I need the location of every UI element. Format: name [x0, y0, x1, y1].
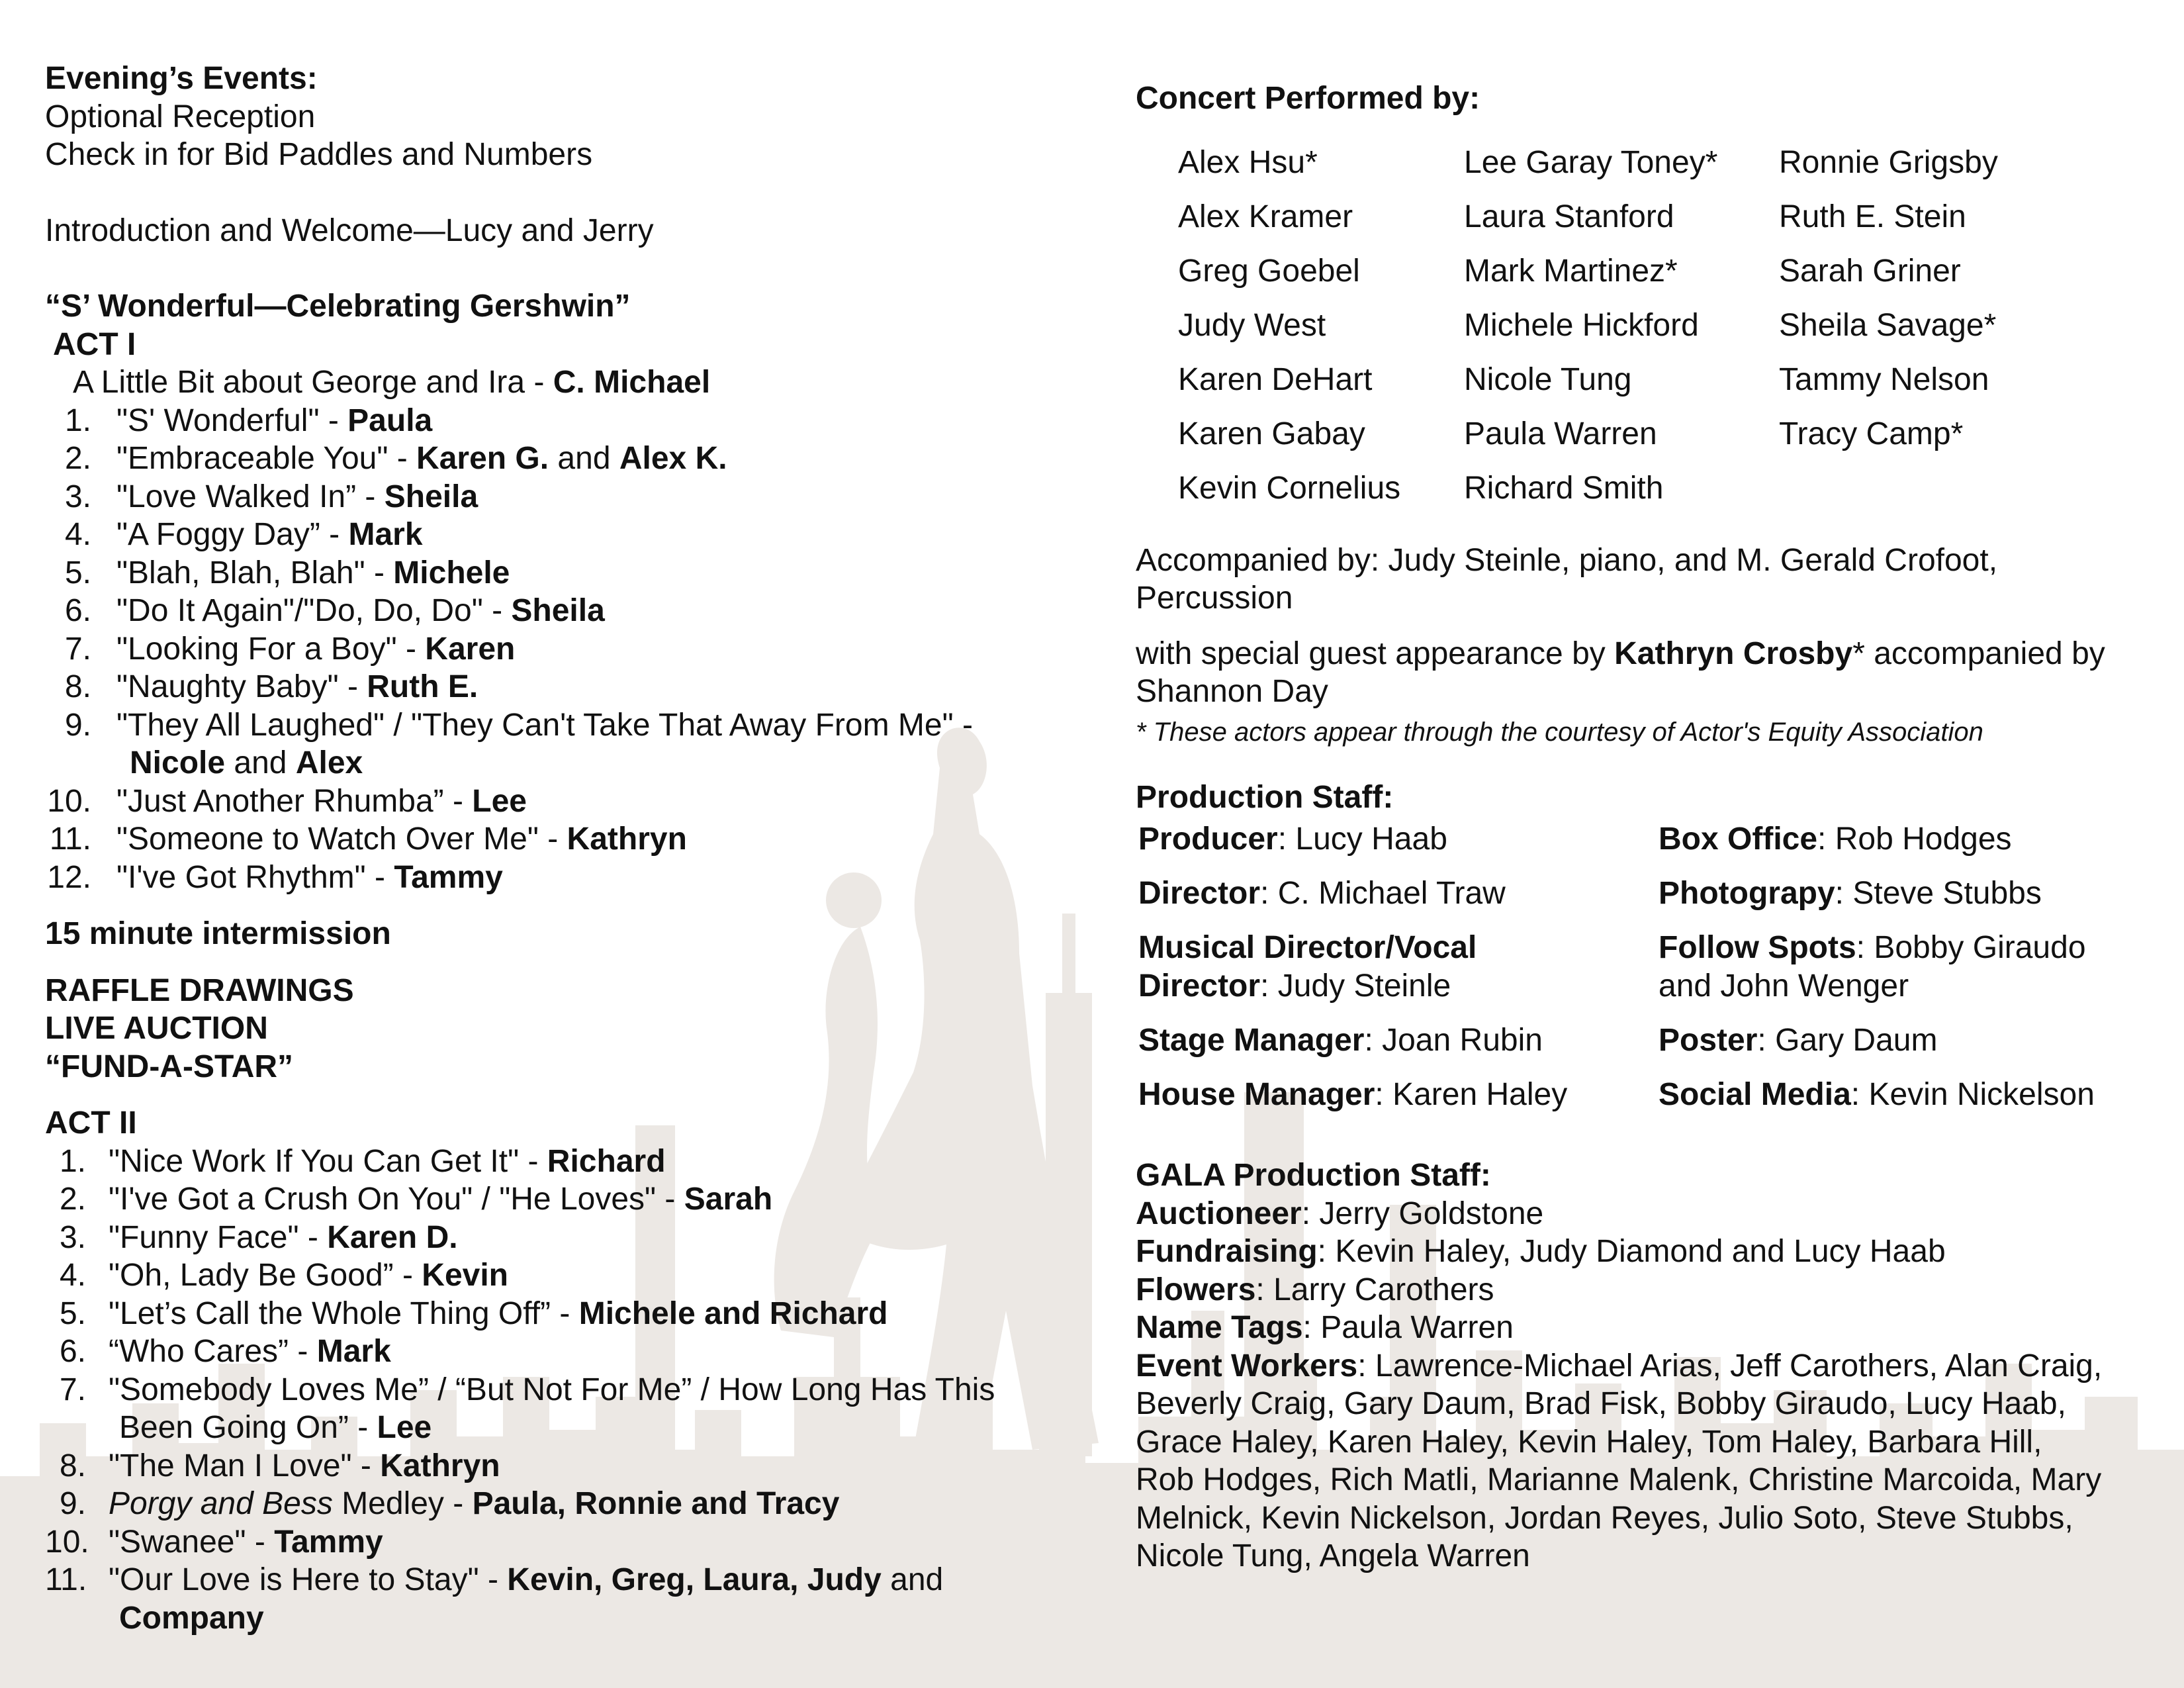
performer-2: Alex [295, 745, 363, 780]
act1-lead [45, 363, 1077, 402]
song-title: "Looking For a Boy" - [116, 631, 426, 667]
staff-right [1659, 929, 2086, 967]
song-line-2 [130, 744, 363, 782]
evening-heading: Evening’s Events: [45, 61, 318, 96]
song-line [116, 782, 527, 821]
performer: Paula, Ronnie and Tracy [472, 1486, 840, 1521]
event-workers-line-5: Melnick, Kevin Nickelson, Jordan Reyes, Julio Soto, Steve Stubbs, [1136, 1500, 2073, 1536]
act2-song-item [45, 1523, 1077, 1562]
song-number: 7. [64, 631, 91, 667]
performer: Nicole [130, 745, 226, 780]
cast-row [1136, 361, 2168, 416]
staff-name: : Joan Rubin [1364, 1023, 1543, 1058]
song-title: "A Foggy Day” - [116, 517, 349, 552]
song-line [116, 554, 510, 592]
staff-row [1136, 820, 2168, 874]
song-number: 8. [64, 669, 91, 704]
performer: Karen [425, 631, 516, 667]
song-number: 2. [59, 1182, 86, 1217]
song-line [109, 1523, 383, 1562]
song-number: 4. [59, 1258, 86, 1293]
raffle-line: RAFFLE DRAWINGS [45, 972, 354, 1008]
staff-role: Stage Manager [1138, 1023, 1365, 1058]
staff-left [1138, 1076, 1567, 1114]
performer: Ruth E. [367, 669, 478, 704]
production-staff-grid [1136, 820, 2168, 1130]
cast-member: Tracy Camp* [1779, 416, 1964, 451]
cast-member: Nicole Tung [1464, 361, 1632, 397]
song-line [109, 1180, 772, 1219]
cast-member: Michele Hickford [1464, 307, 1699, 343]
act2-heading: ACT II [45, 1105, 137, 1141]
song-title: Medley - [332, 1486, 473, 1521]
event-workers-line-2: Beverly Craig, Gary Daum, Brad Fisk, Bobby Giraudo, Lucy Haab, [1136, 1386, 2066, 1421]
cast-member: Richard Smith [1464, 470, 1664, 506]
song-title: "Someone to Watch Over Me" - [116, 821, 567, 857]
cast-row [1136, 199, 2168, 253]
staff-role: Producer [1138, 821, 1278, 857]
staff-left [1138, 820, 1447, 859]
staff-row [1136, 874, 2168, 929]
song-number: 10. [47, 783, 91, 819]
cast-member: Karen Gabay [1178, 416, 1365, 451]
staff-name: : Gary Daum [1757, 1023, 1938, 1058]
cast-member: Judy West [1178, 307, 1326, 343]
gala-heading: GALA Production Staff: [1136, 1158, 1491, 1193]
song-number: 11. [49, 821, 91, 857]
staff-name: : Lucy Haab [1277, 821, 1447, 857]
song-number: 5. [64, 555, 91, 590]
staff-right [1659, 820, 2012, 859]
song-number: 9. [64, 707, 91, 743]
song-title: "Love Walked In” - [116, 479, 385, 514]
act2-song-item [45, 1447, 1077, 1485]
guest-line [1136, 635, 2168, 673]
song-title: "Somebody Loves Me” / “But Not For Me” / How Long Has This [109, 1372, 995, 1407]
checkin-line: Check in for Bid Paddles and Numbers [45, 137, 593, 172]
staff-right [1659, 874, 2042, 913]
left-column [45, 60, 1077, 1637]
staff-role: Social Media [1659, 1077, 1851, 1112]
song-title-italic: Porgy and Bess [109, 1486, 333, 1521]
staff-role: Poster [1659, 1023, 1758, 1058]
auctioneer-label: Auctioneer [1136, 1196, 1302, 1231]
song-number: 3. [64, 479, 91, 514]
performer: Kevin, Greg, Laura, Judy [507, 1562, 882, 1597]
equity-note: * These actors appear through the courtesy of Actor's Equity Association [1136, 717, 1983, 747]
staff-row [1136, 1076, 2168, 1130]
staff-right [1659, 1021, 1937, 1060]
cast-member: Sheila Savage* [1779, 307, 1997, 343]
act1-song-item [45, 706, 1077, 782]
song-line [109, 1333, 391, 1371]
act2-song-item [45, 1371, 1077, 1447]
cast-row [1136, 470, 2168, 524]
cast-member: Kevin Cornelius [1178, 470, 1401, 506]
song-title: "They All Laughed" / "They Can't Take That Away From Me" - [116, 707, 973, 743]
act1-song-item [45, 554, 1077, 592]
staff-name: : Kevin Nickelson [1850, 1077, 2095, 1112]
fundraising-line [1136, 1233, 2168, 1271]
act1-lead-text: A Little Bit about George and Ira - [73, 365, 553, 400]
performer: Karen D. [327, 1219, 458, 1255]
event-workers-label: Event Workers [1136, 1348, 1358, 1383]
act1-song-list [45, 402, 1077, 897]
song-title: "Let’s Call the Whole Thing Off” - [109, 1295, 579, 1331]
right-column [1136, 79, 2168, 1575]
song-title: "I've Got a Crush On You" / "He Loves" - [109, 1182, 684, 1217]
cast-member: Alex Hsu* [1178, 144, 1318, 180]
song-number: 1. [59, 1143, 86, 1179]
song-line [109, 1447, 500, 1485]
flowers-label: Flowers [1136, 1272, 1256, 1307]
act1-song-item [45, 782, 1077, 821]
song-title-cont: Been Going On” - [119, 1410, 377, 1445]
song-line [116, 630, 515, 669]
name-tags-line [1136, 1309, 2168, 1347]
act1-song-item [45, 630, 1077, 669]
song-line [109, 1256, 508, 1295]
song-title: "Embraceable You" - [116, 441, 417, 476]
song-line [116, 859, 503, 897]
performer: Kevin [422, 1258, 508, 1293]
performer-2: Company [119, 1600, 264, 1636]
event-workers-line [1136, 1347, 2168, 1385]
act2-song-list [45, 1143, 1077, 1638]
song-title: "Just Another Rhumba” - [116, 783, 473, 819]
flowers-value: : Larry Carothers [1255, 1272, 1494, 1307]
act2-song-item [45, 1561, 1077, 1637]
song-number: 7. [59, 1372, 86, 1407]
song-title: “Who Cares” - [109, 1334, 317, 1369]
song-line [116, 820, 687, 859]
cast-row [1136, 253, 2168, 307]
performer-joiner: and [549, 441, 619, 476]
fundraising-value: : Kevin Haley, Judy Diamond and Lucy Haab [1317, 1234, 1946, 1269]
staff-row [1136, 967, 2168, 1021]
staff-name: and John Wenger [1659, 968, 1909, 1004]
guest-post: * accompanied by [1852, 635, 2105, 671]
act1-song-item [45, 820, 1077, 859]
cast-member: Lee Garay Toney* [1464, 144, 1718, 180]
song-number: 6. [64, 593, 91, 628]
act2-song-item [45, 1180, 1077, 1219]
event-workers-line-4: Rob Hodges, Rich Matli, Marianne Malenk, Christine Marcoida, Mary [1136, 1462, 2102, 1497]
performer: Michele and Richard [578, 1295, 888, 1331]
act1-song-item [45, 440, 1077, 478]
performer-2: Alex K. [619, 441, 727, 476]
performer: Kathryn [567, 821, 687, 857]
reception-line: Optional Reception [45, 99, 316, 134]
song-line [116, 706, 973, 745]
staff-right [1659, 967, 1909, 1006]
song-line [116, 516, 423, 554]
fundraising-label: Fundraising [1136, 1234, 1318, 1269]
auctioneer-line [1136, 1195, 2168, 1233]
song-line [109, 1295, 887, 1333]
accompanied-line-2: Percussion [1136, 581, 1293, 616]
event-workers-line-3: Grace Haley, Karen Haley, Kevin Haley, Tom Haley, Barbara Hill, [1136, 1424, 2042, 1460]
staff-right [1659, 1076, 2095, 1114]
staff-left [1138, 1021, 1543, 1060]
song-number: 6. [59, 1334, 86, 1369]
song-title: "Do It Again"/"Do, Do, Do" - [116, 593, 512, 628]
auctioneer-value: : Jerry Goldstone [1301, 1196, 1544, 1231]
song-title: "Naughty Baby" - [116, 669, 367, 704]
staff-name: : C. Michael Traw [1260, 876, 1506, 911]
fund-a-star-line: “FUND-A-STAR” [45, 1049, 294, 1084]
performer: Michele [393, 555, 510, 590]
performer: Sheila [384, 479, 478, 514]
song-title: "S' Wonderful" - [116, 402, 348, 438]
performer-joiner: and [881, 1562, 944, 1597]
performer: Mark [316, 1334, 391, 1369]
act1-song-item [45, 478, 1077, 516]
performer-joiner: and [225, 745, 296, 780]
song-title: "Swanee" - [109, 1524, 275, 1560]
staff-name: : Judy Steinle [1260, 968, 1451, 1004]
auction-line: LIVE AUCTION [45, 1011, 268, 1046]
guest-line-2: Shannon Day [1136, 674, 1328, 709]
song-line [116, 668, 478, 706]
performer: Paula [347, 402, 433, 438]
cast-member: Laura Stanford [1464, 199, 1674, 234]
staff-role: Follow Spots [1659, 930, 1856, 965]
song-line [109, 1219, 458, 1257]
staff-row [1136, 929, 2168, 967]
song-number: 11. [45, 1562, 87, 1597]
show-title: “S’ Wonderful—Celebrating Gershwin” [45, 289, 631, 324]
song-line [116, 478, 478, 516]
staff-role: Director [1138, 968, 1261, 1004]
act1-heading: ACT I [53, 326, 136, 362]
cast-row [1136, 144, 2168, 199]
song-number: 10. [45, 1524, 89, 1560]
cast-member: Greg Goebel [1178, 253, 1360, 289]
act2-song-item [45, 1219, 1077, 1257]
accompanied-line-1: Accompanied by: Judy Steinle, piano, and M. Gerald Crofoot, [1136, 542, 1998, 578]
cast-member: Tammy Nelson [1779, 361, 1989, 397]
act2-song-item [45, 1295, 1077, 1333]
cast-member: Paula Warren [1464, 416, 1657, 451]
song-number: 2. [64, 441, 91, 476]
song-line [116, 440, 727, 478]
song-line-2 [119, 1599, 264, 1638]
production-heading: Production Staff: [1136, 779, 1394, 815]
cast-member: Ronnie Grigsby [1779, 144, 1998, 180]
song-line [116, 402, 432, 440]
act1-song-item [45, 516, 1077, 554]
performer: Tammy [274, 1524, 383, 1560]
cast-member: Karen DeHart [1178, 361, 1373, 397]
act2-song-item [45, 1333, 1077, 1371]
name-tags-value: : Paula Warren [1302, 1310, 1514, 1345]
performer: Tammy [394, 859, 503, 895]
act2-song-item [45, 1256, 1077, 1295]
event-workers-line-1: : Lawrence-Michael Arias, Jeff Carothers, Alan Craig, [1357, 1348, 2103, 1383]
song-title: "Oh, Lady Be Good” - [109, 1258, 422, 1293]
cast-member: Ruth E. Stein [1779, 199, 1966, 234]
cast-member: Mark Martinez* [1464, 253, 1678, 289]
song-number: 9. [59, 1486, 86, 1521]
performer: Sarah [684, 1182, 773, 1217]
cast-member: Sarah Griner [1779, 253, 1961, 289]
song-number: 12. [47, 859, 91, 895]
song-title: "Funny Face" - [109, 1219, 328, 1255]
performer: Lee [472, 783, 527, 819]
act1-lead-name: C. Michael [553, 365, 711, 400]
song-line [109, 1143, 666, 1181]
staff-role: House Manager [1138, 1077, 1375, 1112]
staff-left [1138, 967, 1451, 1006]
guest-pre: with special guest appearance by [1136, 635, 1615, 671]
performer: Mark [348, 517, 423, 552]
name-tags-label: Name Tags [1136, 1310, 1303, 1345]
song-number: 3. [59, 1219, 86, 1255]
staff-role: Director [1138, 876, 1261, 911]
staff-role: Box Office [1659, 821, 1818, 857]
performer: Karen G. [416, 441, 549, 476]
guest-name: Kathryn Crosby [1614, 635, 1853, 671]
concert-heading: Concert Performed by: [1136, 81, 1480, 116]
staff-name: : Bobby Giraudo [1856, 930, 2086, 965]
song-title: "Our Love is Here to Stay" - [109, 1562, 508, 1597]
cast-row [1136, 416, 2168, 470]
act1-song-item [45, 402, 1077, 440]
performer: Kathryn [380, 1448, 500, 1483]
staff-row [1136, 1021, 2168, 1076]
act1-song-item [45, 859, 1077, 897]
staff-name: : Steve Stubbs [1835, 876, 2042, 911]
act1-song-item [45, 668, 1077, 706]
song-line [109, 1561, 943, 1599]
staff-name: : Rob Hodges [1817, 821, 2012, 857]
performer: Sheila [511, 593, 605, 628]
song-line-2 [119, 1409, 432, 1447]
staff-role: Musical Director/Vocal [1138, 930, 1477, 965]
performer: Lee [377, 1410, 432, 1445]
song-line [116, 592, 605, 630]
song-title: "Blah, Blah, Blah" - [116, 555, 394, 590]
song-title: "Nice Work If You Can Get It" - [109, 1143, 547, 1179]
act2-song-item [45, 1485, 1077, 1523]
flowers-line [1136, 1271, 2168, 1309]
song-number: 5. [59, 1295, 86, 1331]
performer: Richard [547, 1143, 666, 1179]
act2-song-item [45, 1143, 1077, 1181]
cast-grid [1136, 144, 2168, 524]
staff-left [1138, 874, 1506, 913]
song-title: "The Man I Love" - [109, 1448, 381, 1483]
intro-line: Introduction and Welcome—Lucy and Jerry [45, 212, 654, 248]
act1-song-item [45, 592, 1077, 630]
cast-member: Alex Kramer [1178, 199, 1353, 234]
staff-name: : Karen Haley [1375, 1077, 1568, 1112]
staff-role: Photograpy [1659, 876, 1835, 911]
song-line [109, 1485, 839, 1523]
song-number: 1. [64, 402, 91, 438]
song-title: "I've Got Rhythm" - [116, 859, 394, 895]
song-line [109, 1371, 995, 1409]
intermission-line: 15 minute intermission [45, 916, 391, 951]
staff-left [1138, 929, 1477, 967]
event-workers-line-6: Nicole Tung, Angela Warren [1136, 1538, 1530, 1573]
song-number: 8. [59, 1448, 86, 1483]
song-number: 4. [64, 517, 91, 552]
cast-row [1136, 307, 2168, 361]
